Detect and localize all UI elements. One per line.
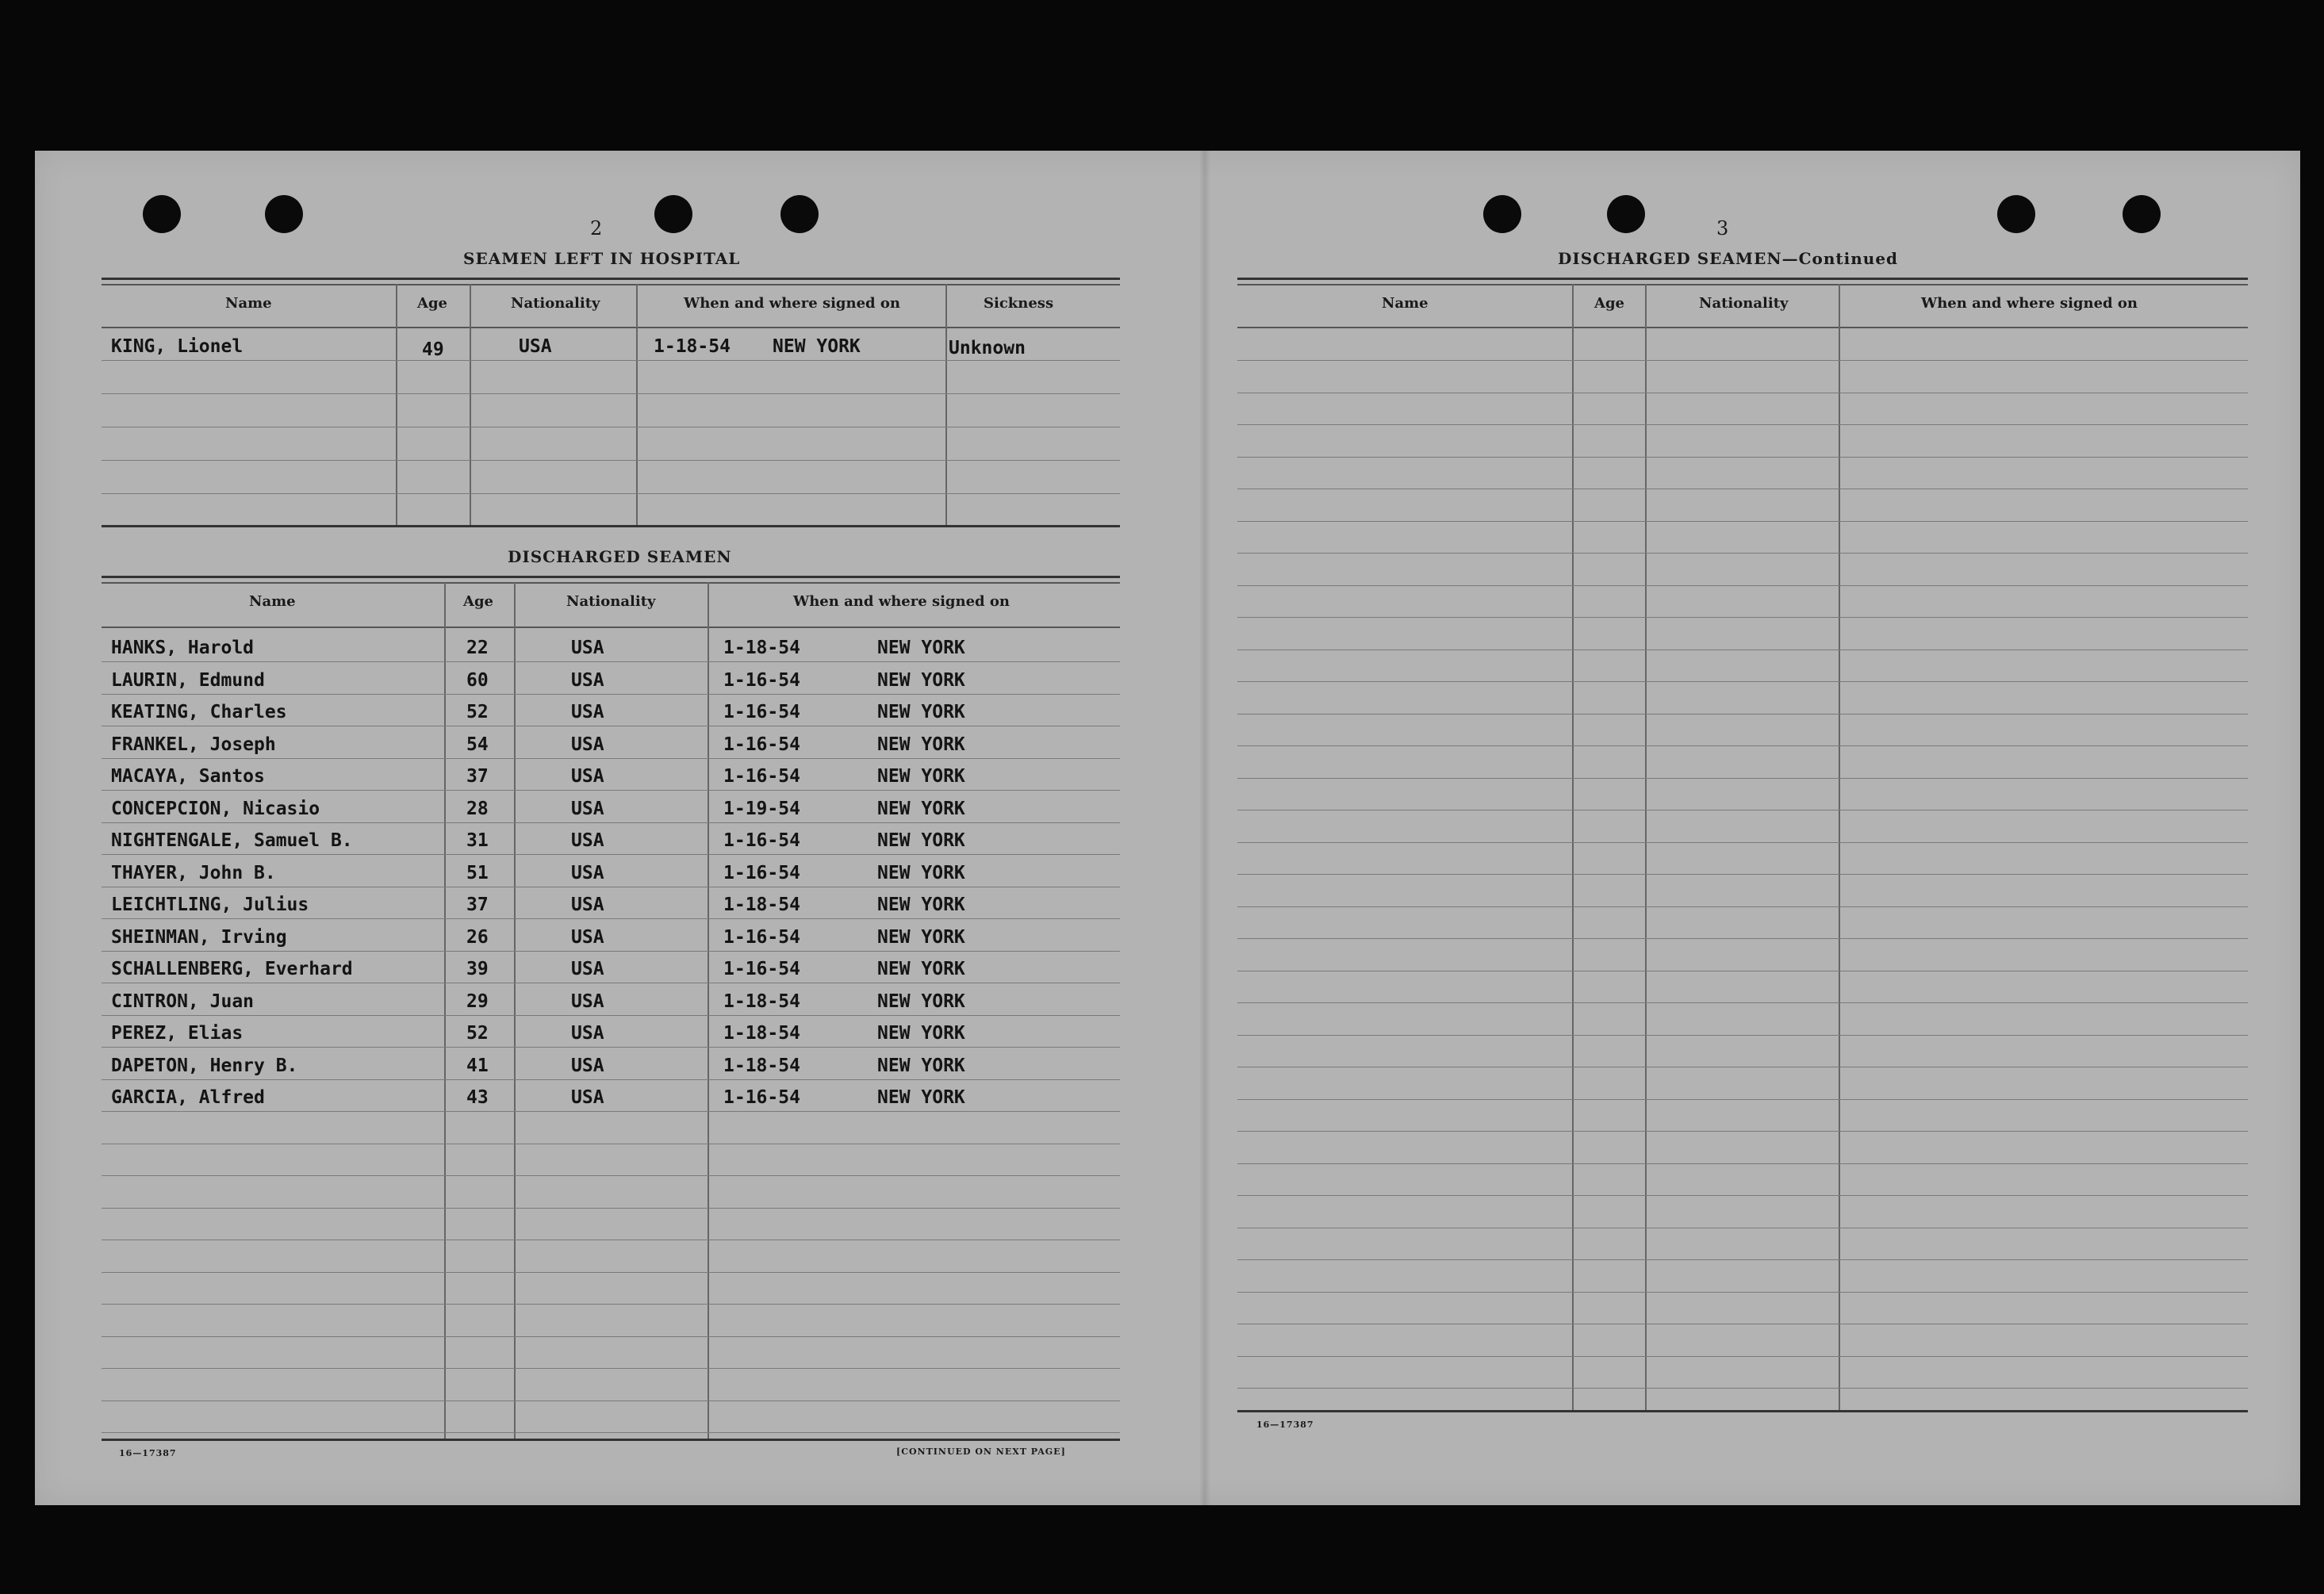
header-nationality: Nationality xyxy=(566,593,656,610)
row-line xyxy=(102,360,1120,361)
row-line xyxy=(1237,1131,2248,1132)
punch-hole xyxy=(1607,195,1645,233)
seaman-name: LAURIN, Edmund xyxy=(111,669,265,691)
col-divider xyxy=(1645,284,1647,1410)
row-line xyxy=(1237,521,2248,522)
center-fold xyxy=(1199,151,1210,1505)
seaman-age: 29 xyxy=(466,991,489,1012)
header-name: Name xyxy=(1382,295,1429,312)
seaman-age: 52 xyxy=(466,1023,489,1044)
row-line xyxy=(1237,360,2248,361)
row-line xyxy=(1237,585,2248,586)
seaman-age: 26 xyxy=(466,926,489,948)
seaman-name: KING, Lionel xyxy=(111,336,244,357)
rule xyxy=(1237,1410,2248,1412)
punch-hole xyxy=(780,195,819,233)
row-line xyxy=(1237,1388,2248,1389)
signed-on-place: NEW YORK xyxy=(877,959,965,979)
signed-on-date: 1-18-54 xyxy=(723,1055,800,1076)
row-line xyxy=(1237,1099,2248,1100)
signed-on-place: NEW YORK xyxy=(877,862,965,883)
row-line xyxy=(1237,649,2248,650)
row-line xyxy=(102,1079,1120,1080)
rule xyxy=(102,327,1120,328)
signed-on-date: 1-16-54 xyxy=(723,702,800,722)
hospital-section-title: SEAMEN LEFT IN HOSPITAL xyxy=(463,249,741,268)
col-divider xyxy=(636,284,638,525)
seaman-name: HANKS, Harold xyxy=(111,638,255,658)
signed-on-date: 1-18-54 xyxy=(723,895,800,915)
col-divider xyxy=(514,582,516,1439)
rule xyxy=(102,582,1120,584)
seaman-nationality: USA xyxy=(571,1023,604,1044)
rule xyxy=(1237,278,2248,280)
seaman-nationality: USA xyxy=(571,734,604,755)
row-line xyxy=(102,918,1120,919)
row-line xyxy=(102,694,1120,695)
row-line xyxy=(1237,714,2248,715)
row-line xyxy=(1237,874,2248,875)
seaman-nationality: USA xyxy=(571,798,604,819)
row-line xyxy=(102,1368,1120,1369)
signed-on-date: 1-19-54 xyxy=(723,798,800,819)
seaman-age: 37 xyxy=(466,895,489,915)
header-signed-on: When and where signed on xyxy=(1921,295,2138,312)
row-line xyxy=(102,1272,1120,1273)
seaman-name: GARCIA, Alfred xyxy=(111,1087,265,1108)
seaman-name: MACAYA, Santos xyxy=(111,766,265,787)
row-line xyxy=(1237,457,2248,458)
row-line xyxy=(102,1015,1120,1016)
row-line xyxy=(102,1400,1120,1401)
signed-on-date: 1-16-54 xyxy=(723,766,800,787)
seaman-nationality: USA xyxy=(571,830,604,851)
row-line xyxy=(1237,1356,2248,1357)
seaman-name: SHEINMAN, Irving xyxy=(111,926,287,948)
header-signed-on: When and where signed on xyxy=(793,593,1010,610)
header-age: Age xyxy=(1594,295,1625,312)
row-line xyxy=(102,1047,1120,1048)
seaman-age: 51 xyxy=(466,862,489,883)
signed-on-place: NEW YORK xyxy=(877,1023,965,1044)
form-number-left: 16—17387 xyxy=(119,1448,177,1458)
signed-on-date: 1-16-54 xyxy=(723,862,800,883)
seaman-age: 37 xyxy=(466,766,489,787)
row-line xyxy=(102,951,1120,952)
punch-hole xyxy=(1997,195,2035,233)
seaman-name: KEATING, Charles xyxy=(111,702,287,722)
seaman-age: 43 xyxy=(466,1087,489,1108)
seaman-age: 31 xyxy=(466,830,489,851)
page-number-left: 2 xyxy=(590,217,603,239)
signed-on-place: NEW YORK xyxy=(877,895,965,915)
signed-on-place: NEW YORK xyxy=(877,991,965,1012)
signed-on-date: 1-16-54 xyxy=(723,669,800,691)
seaman-nationality: USA xyxy=(571,1087,604,1108)
col-divider xyxy=(708,582,709,1439)
signed-on-place: NEW YORK xyxy=(877,1055,965,1076)
seaman-name: SCHALLENBERG, Everhard xyxy=(111,959,353,979)
signed-on-place: NEW YORK xyxy=(877,1087,965,1108)
row-line xyxy=(1237,617,2248,618)
row-line xyxy=(1237,1259,2248,1260)
row-line xyxy=(102,661,1120,662)
signed-on-date: 1-16-54 xyxy=(723,959,800,979)
rule xyxy=(1237,327,2248,328)
row-line xyxy=(1237,681,2248,682)
header-nationality: Nationality xyxy=(1699,295,1789,312)
row-line xyxy=(102,1336,1120,1337)
signed-on-date: 1-16-54 xyxy=(723,830,800,851)
header-sickness: Sickness xyxy=(984,295,1054,312)
row-line xyxy=(102,1208,1120,1209)
col-divider xyxy=(396,284,397,525)
continued-note: [CONTINUED ON NEXT PAGE] xyxy=(896,1446,1066,1457)
row-line xyxy=(102,1111,1120,1112)
seaman-age: 41 xyxy=(466,1055,489,1076)
seaman-name: LEICHTLING, Julius xyxy=(111,895,309,915)
seaman-age: 54 xyxy=(466,734,489,755)
col-divider xyxy=(1839,284,1840,1410)
seaman-age: 28 xyxy=(466,798,489,819)
row-line xyxy=(1237,778,2248,779)
header-name: Name xyxy=(225,295,272,312)
seaman-nationality: USA xyxy=(571,766,604,787)
row-line xyxy=(102,758,1120,759)
seaman-nationality: USA xyxy=(571,702,604,722)
row-line xyxy=(102,460,1120,461)
signed-on-date: 1-18-54 xyxy=(723,1023,800,1044)
document-page xyxy=(35,151,2300,1505)
seaman-name: PEREZ, Elias xyxy=(111,1023,244,1044)
row-line xyxy=(102,493,1120,494)
row-line xyxy=(102,1175,1120,1176)
signed-on-date: 1-18-54 xyxy=(723,991,800,1012)
rule xyxy=(102,1439,1120,1441)
rule xyxy=(102,576,1120,578)
row-line xyxy=(1237,1195,2248,1196)
rule xyxy=(102,626,1120,628)
row-line xyxy=(102,1432,1120,1433)
row-line xyxy=(1237,553,2248,554)
rule xyxy=(102,284,1120,285)
seaman-nationality: USA xyxy=(571,638,604,658)
row-line xyxy=(1237,1035,2248,1036)
signed-on-place: NEW YORK xyxy=(877,798,965,819)
row-line xyxy=(1237,745,2248,746)
punch-hole xyxy=(654,195,692,233)
row-line xyxy=(102,854,1120,855)
seaman-nationality: USA xyxy=(571,991,604,1012)
header-nationality: Nationality xyxy=(511,295,600,312)
discharged-section-title: DISCHARGED SEAMEN xyxy=(508,547,732,566)
col-divider xyxy=(945,284,947,525)
seaman-nationality: USA xyxy=(571,959,604,979)
seaman-name: CINTRON, Juan xyxy=(111,991,255,1012)
rule xyxy=(102,525,1120,527)
row-line xyxy=(1237,1163,2248,1164)
signed-on-place: NEW YORK xyxy=(877,926,965,948)
col-divider xyxy=(470,284,471,525)
header-name: Name xyxy=(249,593,296,610)
seaman-age: 52 xyxy=(466,702,489,722)
seaman-nationality: USA xyxy=(571,926,604,948)
sickness: Unknown xyxy=(949,338,1026,358)
seaman-name: FRANKEL, Joseph xyxy=(111,734,276,755)
signed-on-date: 1-16-54 xyxy=(723,926,800,948)
punch-hole xyxy=(143,195,181,233)
signed-on-place: NEW YORK xyxy=(877,830,965,851)
rule xyxy=(102,278,1120,280)
seaman-nationality: USA xyxy=(571,895,604,915)
signed-on-place: NEW YORK xyxy=(877,638,965,658)
signed-on-place: NEW YORK xyxy=(877,669,965,691)
seaman-age: 39 xyxy=(466,959,489,979)
signed-on-place: NEW YORK xyxy=(773,336,861,357)
punch-hole xyxy=(2123,195,2161,233)
header-age: Age xyxy=(417,295,448,312)
seaman-nationality: USA xyxy=(519,336,552,357)
punch-hole xyxy=(265,195,303,233)
row-line xyxy=(1237,424,2248,425)
col-divider xyxy=(444,582,446,1439)
signed-on-place: NEW YORK xyxy=(877,702,965,722)
row-line xyxy=(102,1304,1120,1305)
row-line xyxy=(1237,906,2248,907)
form-number-right: 16—17387 xyxy=(1256,1420,1314,1430)
row-line xyxy=(1237,938,2248,939)
row-line xyxy=(1237,1292,2248,1293)
seaman-age: 22 xyxy=(466,638,489,658)
signed-on-place: NEW YORK xyxy=(877,766,965,787)
header-age: Age xyxy=(463,593,494,610)
row-line xyxy=(1237,1002,2248,1003)
discharged-continued-title: DISCHARGED SEAMEN—Continued xyxy=(1558,249,1899,268)
seaman-age: 60 xyxy=(466,669,489,691)
seaman-name: DAPETON, Henry B. xyxy=(111,1055,298,1076)
page-number-right: 3 xyxy=(1716,217,1729,239)
punch-hole xyxy=(1483,195,1521,233)
row-line xyxy=(1237,842,2248,843)
row-line xyxy=(102,393,1120,394)
signed-on-date: 1-18-54 xyxy=(723,638,800,658)
col-divider xyxy=(1572,284,1574,1410)
header-signed-on: When and where signed on xyxy=(684,295,900,312)
seaman-name: CONCEPCION, Nicasio xyxy=(111,798,320,819)
rule xyxy=(1237,284,2248,285)
row-line xyxy=(102,790,1120,791)
seaman-nationality: USA xyxy=(571,669,604,691)
signed-on-place: NEW YORK xyxy=(877,734,965,755)
seaman-nationality: USA xyxy=(571,862,604,883)
seaman-age: 49 xyxy=(422,339,444,360)
signed-on-date: 1-18-54 xyxy=(654,336,731,357)
seaman-name: NIGHTENGALE, Samuel B. xyxy=(111,830,353,851)
seaman-nationality: USA xyxy=(571,1055,604,1076)
signed-on-date: 1-16-54 xyxy=(723,734,800,755)
row-line xyxy=(102,822,1120,823)
signed-on-date: 1-16-54 xyxy=(723,1087,800,1108)
seaman-name: THAYER, John B. xyxy=(111,862,276,883)
